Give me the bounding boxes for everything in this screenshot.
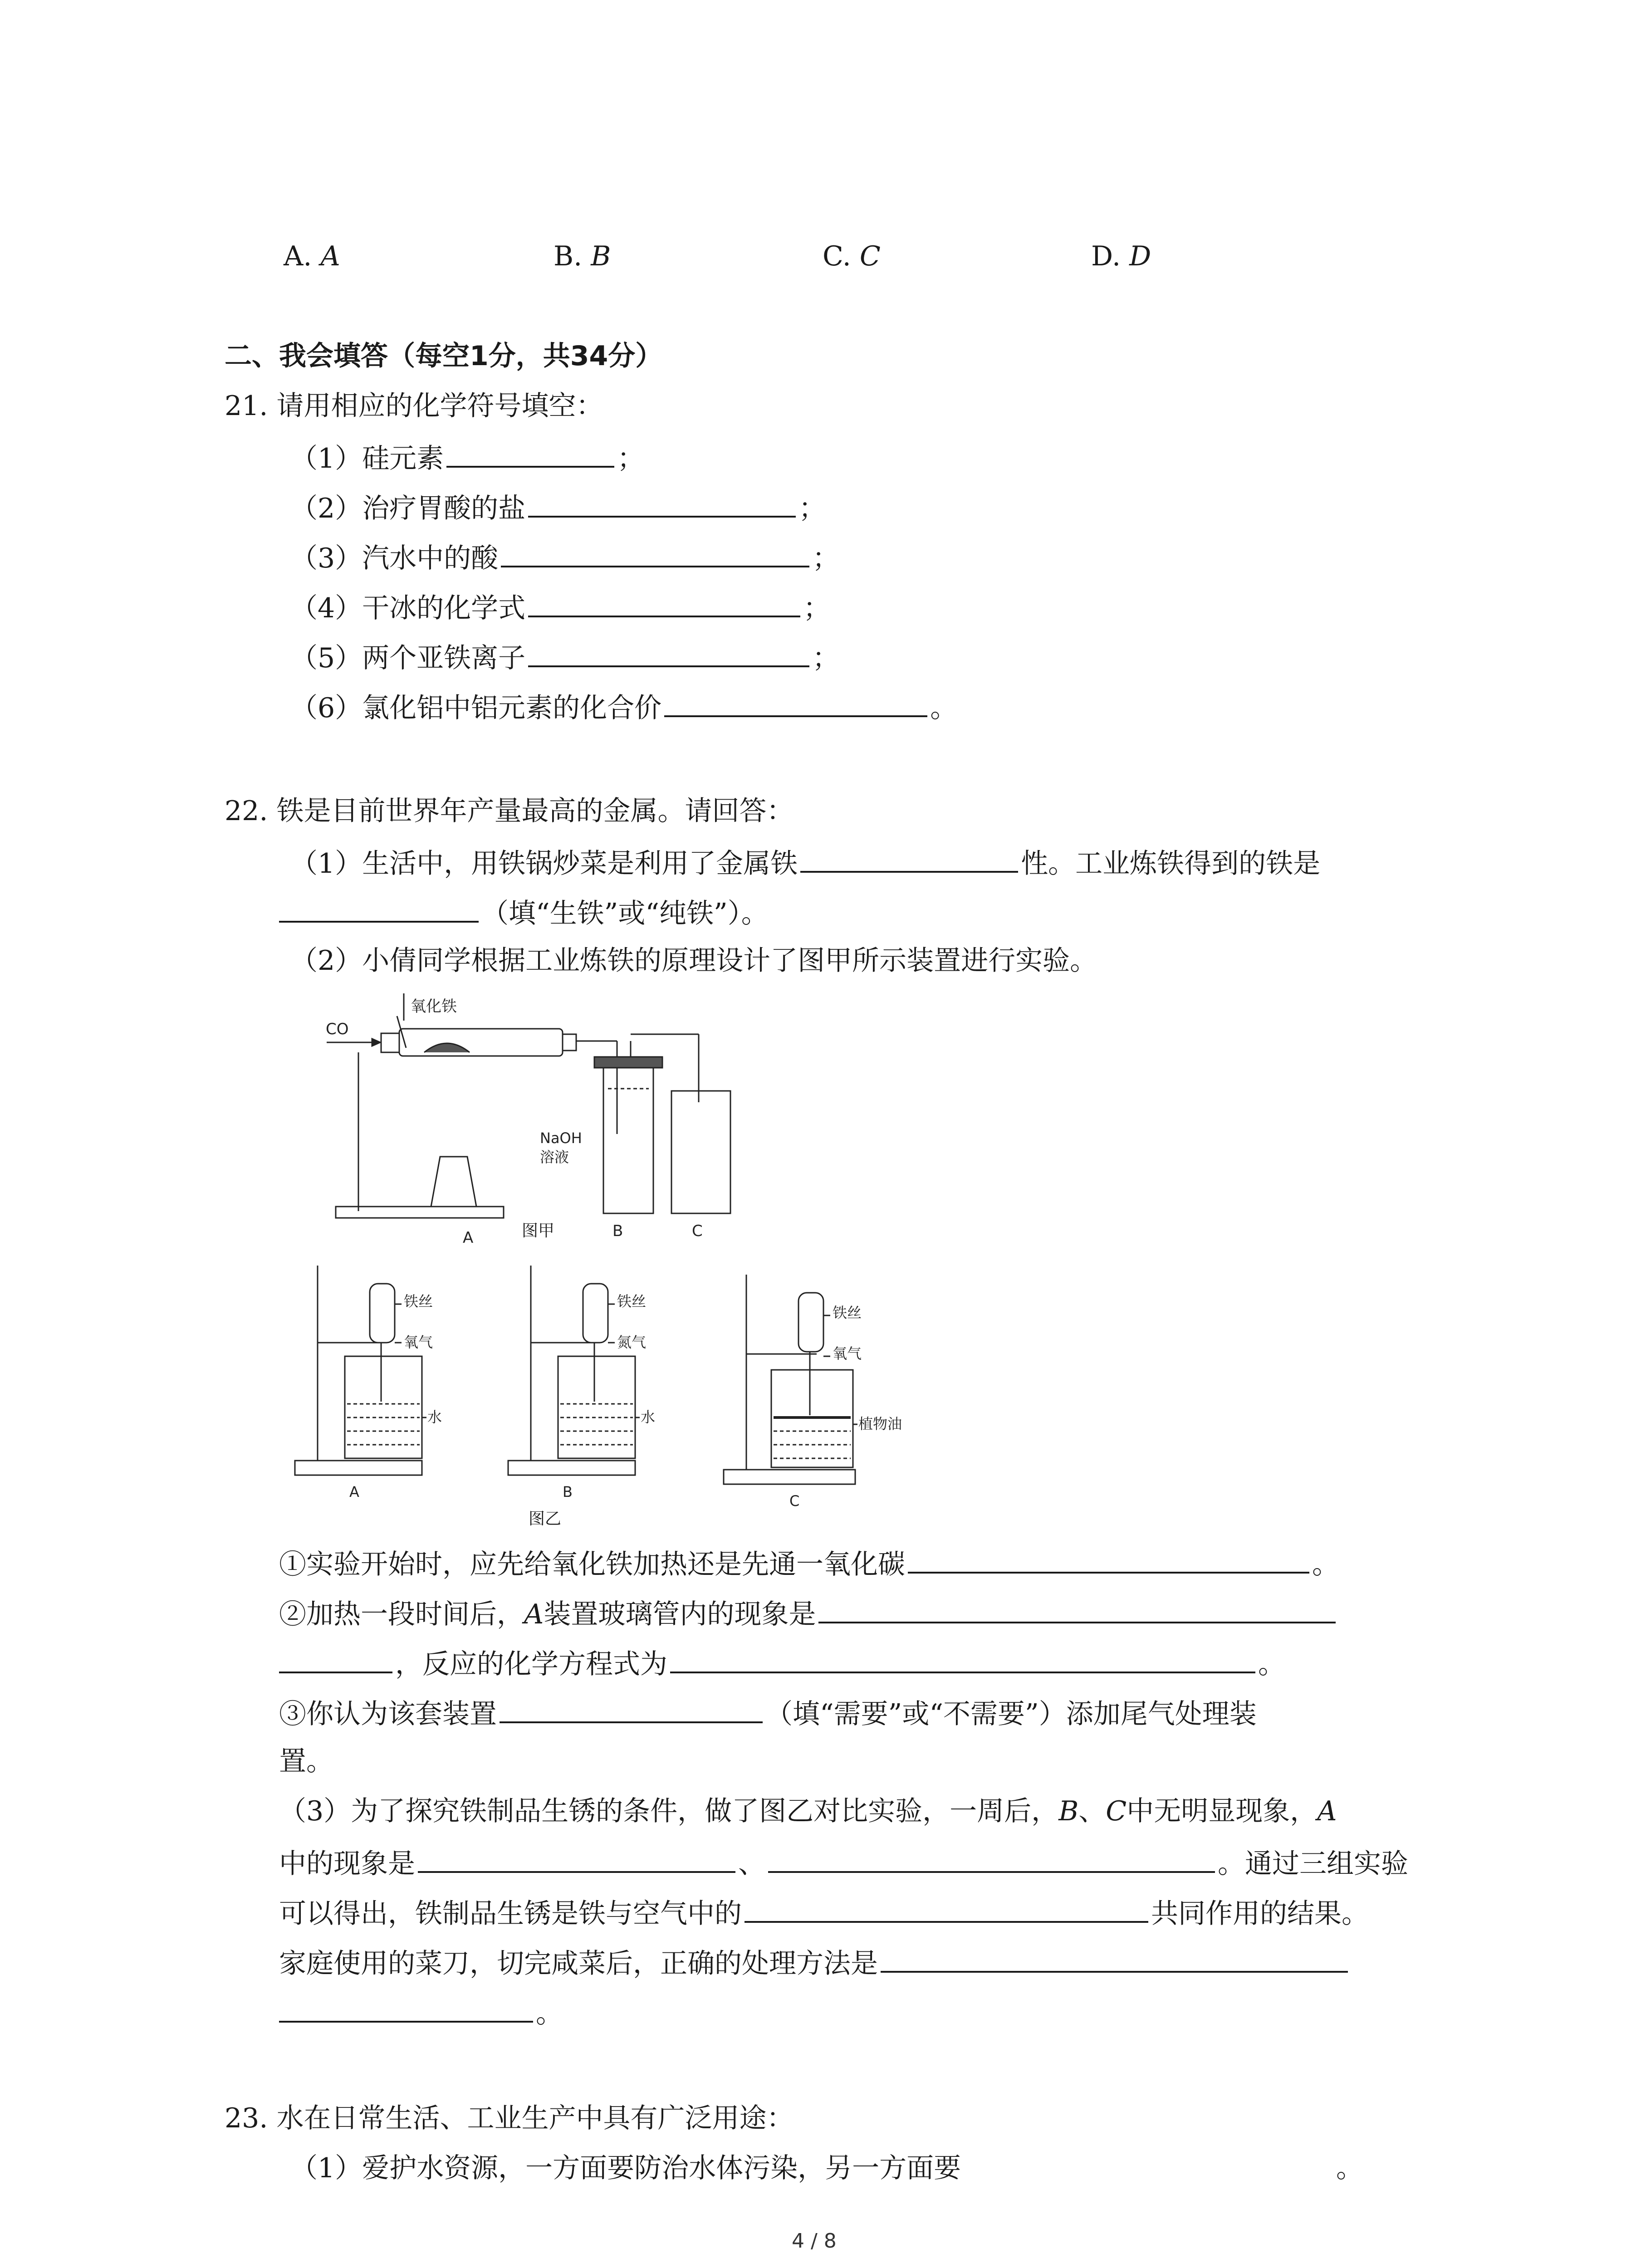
fig-yi-caption: 图乙 [529, 1510, 562, 1528]
fig-jia-b: B [612, 1222, 623, 1240]
fig-jia-a: A [463, 1229, 474, 1247]
q23-p1-end: 。 [1336, 2152, 1363, 2184]
q22-p3-line5: 。 [279, 1993, 563, 2032]
page-number: 4 / 8 [792, 2229, 837, 2253]
q22-p2: （2）小倩同学根据工业炼铁的原理设计了图甲所示装置进行实验。 [290, 945, 1097, 977]
naoh-label: NaOH [540, 1129, 582, 1147]
fig-yi-c: C [789, 1492, 800, 1510]
fig-yi-b-danqi: 氮气 [617, 1334, 647, 1351]
fig-yi-setup-b [508, 1266, 655, 1501]
fig-yi-c-tiesi: 铁丝 [833, 1304, 862, 1321]
q21-item-4: （4）干冰的化学式 ； [290, 587, 830, 626]
q21-item-6: （6）氯化铝中铝元素的化合价 。 [290, 687, 957, 726]
fig-yi-a-tiesi: 铁丝 [404, 1293, 433, 1310]
option-d: D. D [1091, 240, 1151, 272]
fe2o3-label: 氧化铁 [411, 997, 457, 1016]
option-b: B. B [554, 240, 611, 272]
q22-p3-line4: 家庭使用的菜刀，切完咸菜后，正确的处理方法是 [279, 1943, 1351, 1982]
fig-yi-a: A [349, 1483, 359, 1501]
q22-stem: 22. 铁是目前世界年产量最高的金属。请回答： [225, 795, 794, 827]
q22-p3-line1: （3）为了探究铁制品生锈的条件，做了图乙对比实验，一周后，B、C中无明显现象，A [279, 1795, 1337, 1827]
q22-p3-line3: 可以得出，铁制品生锈是铁与空气中的 共同作用的结果。 [279, 1893, 1369, 1932]
q23-stem: 23. 水在日常生活、工业生产中具有广泛用途： [225, 2102, 794, 2134]
fig-yi-c-zhiwuyou: 植物油 [858, 1415, 902, 1432]
fig-yi-a-shui: 水 [427, 1408, 442, 1426]
q22-p1-line2: （填“生铁”或“纯铁”）。 [279, 893, 769, 932]
fig-yi-b-tiesi: 铁丝 [617, 1293, 647, 1310]
q22-s1: ①实验开始时，应先给氧化铁加热还是先通一氧化碳 。 [279, 1544, 1339, 1583]
q22-p1-line1: （1）生活中，用铁锅炒菜是利用了金属铁 性。工业炼铁得到的铁是 [290, 843, 1320, 882]
fig-jia-c: C [692, 1222, 703, 1240]
fig-yi-b: B [563, 1483, 573, 1501]
option-a: A. A [284, 240, 340, 272]
q21-item-3: （3）汽水中的酸 ； [290, 538, 839, 577]
q23-p1: （1）爱护水资源，一方面要防治水体污染，另一方面要 [290, 2152, 961, 2184]
fig-yi-c-yangqi: 氧气 [833, 1345, 862, 1362]
fig-yi-setup-c [724, 1275, 902, 1510]
co-label: CO [326, 1020, 349, 1038]
q21-stem: 21. 请用相应的化学符号填空： [225, 390, 603, 422]
fig-yi-a-yangqi: 氧气 [404, 1334, 433, 1351]
fig-jia-caption: 图甲 [522, 1222, 555, 1240]
section-title: 二、我会填答（每空1分，共34分） [225, 340, 663, 372]
solution-label: 溶液 [540, 1149, 569, 1166]
q22-s2-line1: ②加热一段时间后，A装置玻璃管内的现象是 [279, 1593, 1338, 1633]
q21-item-5: （5）两个亚铁离子 ； [290, 637, 839, 676]
figure-yi [281, 1261, 907, 1533]
q22-p3-line2: 中的现象是 、 。通过三组实验 [279, 1843, 1408, 1882]
option-c: C. C [823, 240, 881, 272]
q22-s2-line2: ，反应的化学方程式为 。 [279, 1643, 1285, 1682]
fig-yi-setup-a [295, 1266, 442, 1501]
fig-yi-b-shui: 水 [641, 1408, 656, 1426]
q21-item-1: （1）硅元素 ； [290, 438, 644, 477]
q22-s3-line2: 置。 [279, 1745, 333, 1777]
q21-item-2: （2）治疗胃酸的盐 ； [290, 488, 826, 527]
figure-jia [318, 984, 771, 1247]
q22-s3-line1: ③你认为该套装置 （填“需要”或“不需要”）添加尾气处理装 [279, 1693, 1257, 1732]
